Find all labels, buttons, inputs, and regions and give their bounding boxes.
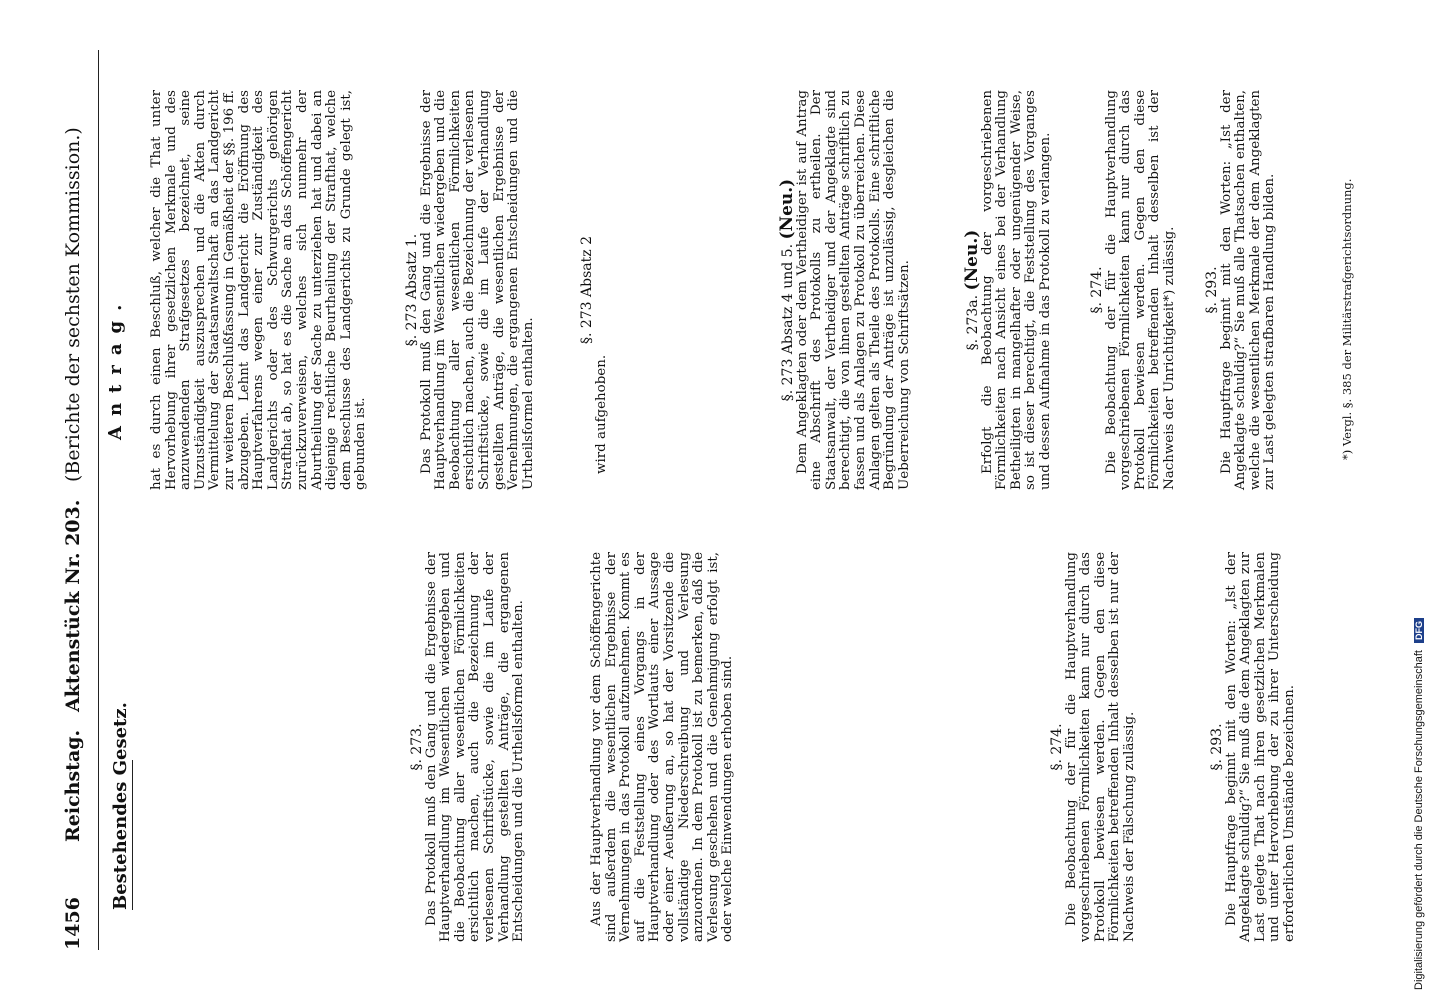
heading-underline <box>132 760 133 910</box>
left-s293-text: Die Hauptfrage beginnt mit den Worten: „Ist der Angeklagte schuldig?“ Sie muß die dem Angeklagten zur Last gelegte That nach ihren gesetzlichen Merkmalen und unter Hervorhebung der zu ihrer Unterscheidung erforderlichen Umstände bezeichnen. <box>1223 552 1297 942</box>
right-s273a-heading <box>962 90 982 490</box>
right-column-heading: Antrag. <box>105 294 126 440</box>
neu-label-2: (Neu.) <box>962 229 982 291</box>
left-s273-text: Das Protokoll muß den Gang und die Ergebnisse der Hauptverhandlung im Wesentlichen wiedergeben und die Beobachtung aller wesentlichen Förmlichkeiten ersichtlich machen, auch die Bezeichnung der verlesenen Schriftstücke, sowie die im Laufe der Verhandlung gestellten Anträge, die ergangenen Entscheidungen und die Urtheilsformel enthalten. <box>423 552 527 942</box>
left-column-heading: Bestehendes Gesetz. <box>110 702 131 910</box>
neu-label-1: (Neu.) <box>777 178 797 240</box>
header-right: (Berichte der sechsten Kommission.) <box>62 127 84 482</box>
left-s274-block <box>1050 552 1138 942</box>
right-s293-title: §. 293. <box>1204 266 1220 314</box>
left-s273-text2: Aus der Hauptverhandlung vor dem Schöffengerichte sind außerdem die wesentlichen Ergebnisse der Vernehmungen in das Protokoll aufzunehmen. Kommt es auf die Feststellung eines Vorgangs in der Hauptverhandlung oder des Wortlauts einer Aussage oder einer Aeußerung an, so hat der Vorsitzende die vollständige Niederschreibung und Verlesung anzuordnen. In dem Protokoll ist zu bemerken, daß die Verlesung geschehen und die Genehmigung erfolgt ist, oder welche Einwendungen erhoben sind. <box>589 552 736 942</box>
right-s273-1-text: Das Protokoll muß den Gang und die Ergebnisse der Hauptverhandlung im Wesentlichen wiedergeben und die Beobachtung aller wesentlichen Förmlichkeiten ersichtlich machen, auch die Bezeichnung der verlesenen Schriftstücke, sowie die im Laufe der Verhandlung gestellten Anträge, die wesentlichen Ergebnisse der Vernehmungen, die ergangenen Entscheidungen und die Urtheilsformel enthalten. <box>418 90 536 490</box>
right-s273a-title: §. 273a. <box>965 294 981 351</box>
dfg-side-note <box>1413 30 1425 990</box>
right-s273-45-title: §. 273 Absatz 4 und 5. <box>780 243 796 402</box>
right-s273a-block <box>962 90 1054 490</box>
left-s293-block <box>1210 552 1298 942</box>
left-s273-text2-block <box>590 552 736 942</box>
right-s273-45-text: Dem Angeklagten oder dem Vertheidiger ist auf Antrag eine Abschrift des Protokolls zu ertheilen. Der Staatsanwalt, der Vertheidiger und der Angeklagte sind berechtigt, die von ihnen gestellten Anträge schriftlich zu fassen und als Anlagen zu Protokoll zu überreichen. Diese Anlagen gelten als Theile des Protokolls. Eine schriftliche Begründung der Anträge ist unzulässig, desgleichen die Ueberreichung von Schriftsätzen. <box>794 90 912 490</box>
right-s273-2-title: §. 273 Absatz 2 <box>579 235 595 345</box>
page-number: 1456 <box>62 897 84 950</box>
left-s273-block <box>410 552 527 942</box>
right-s273a-text: Erfolgt die Beobachtung der vorgeschriebenen Förmlichkeiten nach Ansicht eines bei der Verhandlung Betheiligten in mangelhafter oder ungenügender Weise, so ist dieser berechtigt, die Feststellung des Vorganges und dessen Aufnahme in das Protokoll zu verlangen. <box>979 90 1053 490</box>
left-s274-title: §. 274. <box>1049 723 1065 771</box>
header-center: Aktenstück Nr. 203. <box>62 499 84 712</box>
right-s273-45-block <box>777 90 912 490</box>
right-intro-block <box>150 90 369 490</box>
right-s273-2-block <box>580 90 609 490</box>
right-s274-text: Die Beobachtung der für die Hauptverhandlung vorgeschriebenen Förmlichkeiten kann nur durch das Protokoll bewiesen werden. Gegen den diese Förmlichkeiten betreffenden Inhalt desselben ist der Nachweis der Unrichtigkeit*) zulässig. <box>1103 90 1177 490</box>
right-s273-2-text: wird aufgehoben. <box>593 354 609 474</box>
left-s274-text: Die Beobachtung der für die Hauptverhandlung vorgeschriebenen Förmlichkeiten kann nur durch das Protokoll bewiesen werden. Gegen den diese Förmlichkeiten betreffenden Inhalt desselben ist nur der Nachweis der Fälschung zulässig. <box>1063 552 1137 942</box>
right-s273-1-title: §. 273 Absatz 1. <box>404 233 420 347</box>
header-left: Reichstag. <box>62 729 84 842</box>
right-s274-block <box>1090 90 1178 490</box>
footnote: *) Vergl. §. 385 der Militärstrafgerichtsordnung. <box>1340 178 1354 460</box>
right-s274-title: §. 274. <box>1089 266 1105 314</box>
left-s293-title: §. 293. <box>1209 723 1225 771</box>
page-header <box>62 62 102 962</box>
header-rule <box>98 50 99 950</box>
left-s273-title: §. 273. <box>409 723 425 771</box>
side-note-text: Digitalisierung gefördert durch die Deutsche Forschungsgemeinschaft <box>1413 650 1425 990</box>
right-s273-1-block <box>405 90 536 490</box>
dfg-logo: DFG <box>1414 618 1424 643</box>
right-s273-45-heading <box>777 90 797 490</box>
right-s293-block <box>1205 90 1278 490</box>
right-s293-text: Die Hauptfrage beginnt mit den Worten: „Ist der Angeklagte schuldig?“ Sie muß alle Thatsachen enthalten, welche die wesentlichen Merkmale der dem Angeklagten zur Last gelegten strafbaren Handlung bilden. <box>1218 90 1278 490</box>
right-intro-text: hat es durch einen Beschluß, welcher die That unter Hervorhebung ihrer gesetzlichen Merkmale und des anzuwendenden Strafgesetzes bezeichnet, seine Unzuständigkeit auszusprechen und die Akten durch Vermittelung der Staatsanwaltschaft an das Landgericht zur weiteren Beschlußfassung in Gemäßheit der §§. 196 ff. abzugeben. Lehnt das Landgericht die Eröffnung des Hauptverfahrens wegen einer zur Zuständigkeit des Landgerichts oder des Schwurgerichts gehörigen Strafthat ab, so hat es die Sache an das Schöffengericht zurückzuverweisen, welches sich nunmehr der Aburtheilung der Sache zu unterziehen hat und dabei an diejenige rechtliche Beurtheilung der Strafthat, welche dem Beschlusse des Landgerichts zu Grunde gelegt ist, gebunden ist. <box>149 90 369 490</box>
